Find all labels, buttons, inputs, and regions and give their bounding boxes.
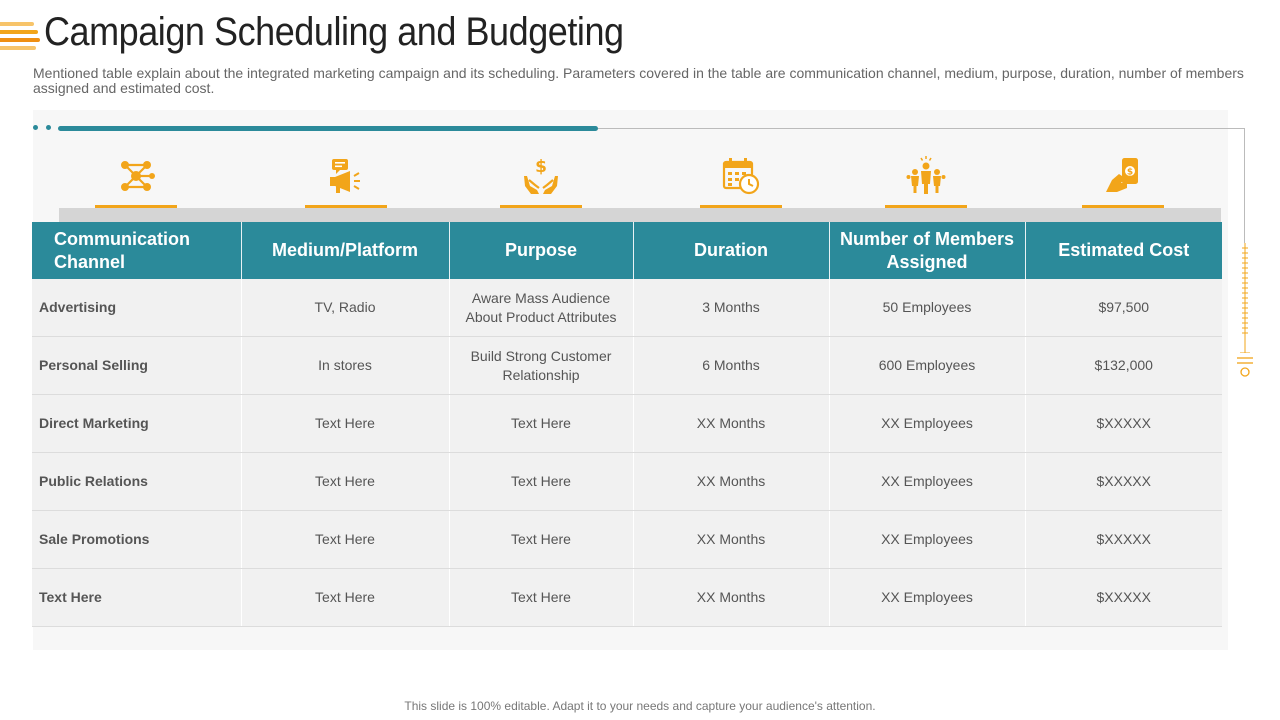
cell-purpose: Aware Mass Audience About Product Attributes [449, 279, 633, 337]
svg-text:$: $ [1126, 167, 1134, 178]
cell-members: XX Employees [829, 395, 1025, 453]
cell-members: XX Employees [829, 453, 1025, 511]
calendar-clock-icon [721, 156, 761, 196]
table-top-band [59, 208, 1221, 222]
cell-purpose: Text Here [449, 511, 633, 569]
cell-channel: Advertising [32, 279, 241, 337]
cell-purpose: Text Here [449, 569, 633, 627]
team-icon [906, 156, 946, 196]
page-subtitle: Mentioned table explain about the integrated marketing campaign and its scheduling. Parameters covered in the table are communication channel, medium, purpose, duration, number of members assigned and estimated cost. [33, 65, 1244, 96]
cell-cost: $XXXXX [1025, 453, 1222, 511]
cell-cost: $97,500 [1025, 279, 1222, 337]
cell-members: 50 Employees [829, 279, 1025, 337]
network-icon [116, 156, 156, 196]
header-estimated-cost: Estimated Cost [1025, 222, 1222, 279]
cell-medium: Text Here [241, 569, 449, 627]
cell-medium: Text Here [241, 511, 449, 569]
cell-channel: Public Relations [32, 453, 241, 511]
payment-hand-icon [1103, 156, 1143, 196]
cell-cost: $XXXXX [1025, 569, 1222, 627]
header-duration: Duration [633, 222, 829, 279]
cell-members: XX Employees [829, 511, 1025, 569]
cell-purpose: Text Here [449, 395, 633, 453]
header-members-assigned: Number of Members Assigned [829, 222, 1025, 279]
table-row [32, 569, 1222, 627]
cell-cost: $XXXXX [1025, 511, 1222, 569]
header-medium-platform: Medium/Platform [241, 222, 449, 279]
table-row [32, 337, 1222, 395]
cell-medium: Text Here [241, 453, 449, 511]
cell-purpose: Build Strong Customer Relationship [449, 337, 633, 395]
table-row [32, 395, 1222, 453]
members-icon-cell [885, 150, 967, 208]
side-connector-line [1244, 128, 1245, 243]
cell-purpose: Text Here [449, 453, 633, 511]
cell-cost: $XXXXX [1025, 395, 1222, 453]
cell-channel: Sale Promotions [32, 511, 241, 569]
header-communication-channel: Communication Channel [32, 222, 241, 279]
header-purpose: Purpose [449, 222, 633, 279]
cost-icon-cell [1082, 150, 1164, 208]
medium-icon-cell [305, 150, 387, 208]
cell-members: XX Employees [829, 569, 1025, 627]
cell-channel: Personal Selling [32, 337, 241, 395]
svg-text:$: $ [535, 157, 547, 177]
cell-members: 600 Employees [829, 337, 1025, 395]
cell-cost: $132,000 [1025, 337, 1222, 395]
cell-medium: TV, Radio [241, 279, 449, 337]
cell-channel: Text Here [32, 569, 241, 627]
money-hands-icon [521, 156, 561, 196]
cell-duration: 6 Months [633, 337, 829, 395]
purpose-icon-cell [500, 150, 582, 208]
table-row [32, 511, 1222, 569]
cell-duration: XX Months [633, 395, 829, 453]
cell-medium: Text Here [241, 395, 449, 453]
column-icons-row [33, 150, 1223, 210]
duration-icon-cell [700, 150, 782, 208]
title-accent-stripes [0, 22, 40, 50]
side-spring-decoration [1240, 243, 1250, 353]
channel-icon-cell [95, 150, 177, 208]
table-header-row [32, 222, 1222, 279]
side-ring-decoration [1236, 356, 1254, 378]
cell-channel: Direct Marketing [32, 395, 241, 453]
campaign-table [32, 222, 1222, 627]
cell-medium: In stores [241, 337, 449, 395]
progress-bar [58, 126, 598, 131]
cell-duration: XX Months [633, 453, 829, 511]
cell-duration: XX Months [633, 569, 829, 627]
table-row [32, 279, 1222, 337]
footer-note: This slide is 100% editable. Adapt it to your needs and capture your audience's attention. [404, 699, 876, 713]
table-row [32, 453, 1222, 511]
progress-line [598, 128, 1244, 129]
cell-duration: XX Months [633, 511, 829, 569]
megaphone-icon [326, 156, 366, 196]
cell-duration: 3 Months [633, 279, 829, 337]
page-title: Campaign Scheduling and Budgeting [44, 10, 624, 54]
